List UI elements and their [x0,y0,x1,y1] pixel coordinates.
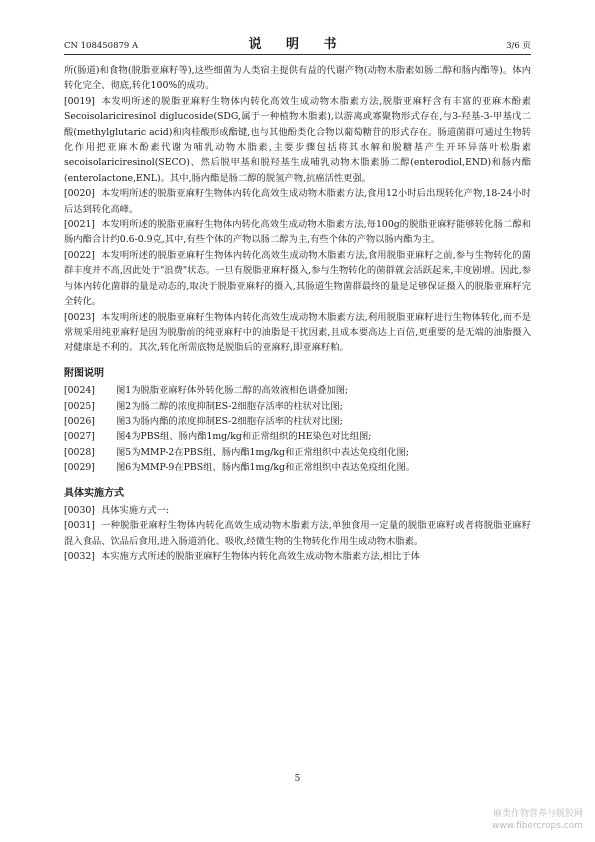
paragraph-tag: [0030] [64,504,95,516]
figure-caption: 图1为脱脂亚麻籽体外转化肠二醇的高效液相色谱叠加图; [116,385,349,397]
paragraph-text: 本发明所述的脱脂亚麻籽生物体内转化高效生成动物木脂素方法,脱脂亚麻籽含有丰富的亚麻木酚素Secoisolariciresinol diglucoside(SDG,属于一种植物木脂素),以游离或寡聚物形式存在,与3-羟基-3-甲基戊二酸(methylglutaric acid)和肉桂酸形成酯键,也与其他酚类化合物以葡萄糖苷的形式存在。肠道菌群可通过生物转化作用把亚麻木酚素代谢为哺乳动物木脂素,主要步骤包括将其水解和脱糖基产生开环异落叶松脂素secoisolariciresinol(SECO)、然后脱甲基和脱羟基生成哺乳动物木脂素肠二醇(enterodiol,END)和肠内酯(enterolactone,ENL)。其中,肠内酯是肠二醇的脱氢产物,抗癌活性更强。 [64,95,531,184]
paragraph-tag: [0027] [64,431,95,443]
paragraph-tag: [0019] [64,95,95,107]
watermark-site-name: 麻类作物营养与脱胶网 [492,809,583,819]
paragraph-0021 [64,217,531,248]
section-heading-figures: 附图说明 [64,367,104,379]
figure-caption: 图2为肠二醇的浓度抑制ES-2细胞存活率的柱状对比图; [116,400,343,412]
patent-number: CN 108450879 A [64,41,139,51]
figure-caption: 图3为肠内酯的浓度抑制ES-2细胞存活率的柱状对比图; [116,415,343,427]
document-title: 说 明 书 [248,37,347,52]
paragraph-0023 [64,310,531,356]
document-body [64,63,531,565]
paragraph-text: 一种脱脂亚麻籽生物体内转化高效生成动物木脂素方法,单独食用一定量的脱脂亚麻籽或者将脱脂亚麻籽混入食品、饮品后食用,进入肠道消化、吸收,经微生物的生物转化作用生成动物木脂素。 [64,520,531,547]
paragraph-text: 所(肠道)和食物(脱脂亚麻籽等),这些细菌为人类宿主提供有益的代谢产物(动物木脂素如肠二醇和肠内酯等)。体内转化完全、彻底,转化100%的成功。 [64,65,531,92]
paragraph-0030 [64,503,531,518]
figure-item [64,383,531,398]
paragraph-tag: [0025] [64,400,95,412]
paragraph-0032 [64,549,531,564]
paragraph-0031 [64,518,531,549]
paragraph-tag: [0029] [64,462,95,474]
paragraph-continuation [64,63,531,94]
paragraph-text: 本发明所述的脱脂亚麻籽生物体内转化高效生成动物木脂素方法,食用脱脂亚麻籽之前,参与生物转化的菌群丰度并不高,因此处于"浪费"状态。一旦有脱脂亚麻籽摄入,参与生物转化的菌群就会活跃起来,丰度剧增。因此,参与体内转化菌群的量是动态的,取决于脱脂亚麻籽的摄入,其肠道生物菌群最终的量是足够保证摄入的脱脂亚麻籽完全转化。 [64,249,531,308]
paragraph-tag: [0022] [64,249,95,261]
paragraph-tag: [0023] [64,311,95,323]
page-indicator: 3/6 页 [506,41,531,51]
section-heading-embodiment: 具体实施方式 [64,487,124,499]
page-number: 5 [294,774,301,784]
figure-list [64,383,531,475]
page-header [64,34,531,55]
paragraph-text: 本发明所述的脱脂亚麻籽生物体内转化高效生成动物木脂素方法,利用脱脂亚麻籽进行生物体转化,而不是常规采用纯亚麻籽是因为脱脂前的纯亚麻籽中的油脂是干扰因素,且成本要高达上百倍,更重要的是无端的油脂摄入对健康是不利的。其次,转化所需底物是脱脂后的亚麻籽,即亚麻籽粕。 [64,311,531,354]
paragraph-tag: [0031] [64,520,95,532]
paragraph-tag: [0026] [64,415,95,427]
watermark-url: www.fibercrops.com [492,821,583,831]
paragraph-text: 具体实施方式一: [100,504,170,516]
figure-caption: 图5为MMP-2在PBS组、肠内酯1mg/kg和正常组织中表达免疫组化图; [116,446,409,458]
figure-caption: 图4为PBS组、肠内酯1mg/kg和正常组织的HE染色对比组图; [116,431,372,443]
paragraph-tag: [0021] [64,219,95,231]
paragraph-tag: [0028] [64,446,95,458]
paragraph-0020 [64,186,531,217]
paragraph-tag: [0032] [64,551,95,563]
figure-caption: 图6为MMP-9在PBS组、肠内酯1mg/kg和正常组织中表达免疫组化图。 [116,462,416,474]
figure-item [64,445,531,460]
figure-item [64,399,531,414]
watermark [492,808,583,832]
paragraph-tag: [0024] [64,385,95,397]
paragraph-0019 [64,94,531,186]
paragraph-text: 本发明所述的脱脂亚麻籽生物体内转化高效生成动物木脂素方法,每100g的脱脂亚麻籽能够转化肠二醇和肠内酯合计约0.6-0.9克,其中,有些个体的产物以肠二醇为主,有些个体的产物以肠内酯为主。 [64,219,531,246]
paragraph-0022 [64,248,531,310]
figure-item [64,414,531,429]
paragraph-tag: [0020] [64,188,95,200]
figure-item [64,429,531,444]
paragraph-text: 本实施方式所述的脱脂亚麻籽生物体内转化高效生成动物木脂素方法,相比于体 [100,551,420,563]
figure-item [64,460,531,475]
paragraph-text: 本发明所述的脱脂亚麻籽生物体内转化高效生成动物木脂素方法,食用12小时后出现转化产物,18-24小时后达到转化高峰。 [64,188,531,215]
